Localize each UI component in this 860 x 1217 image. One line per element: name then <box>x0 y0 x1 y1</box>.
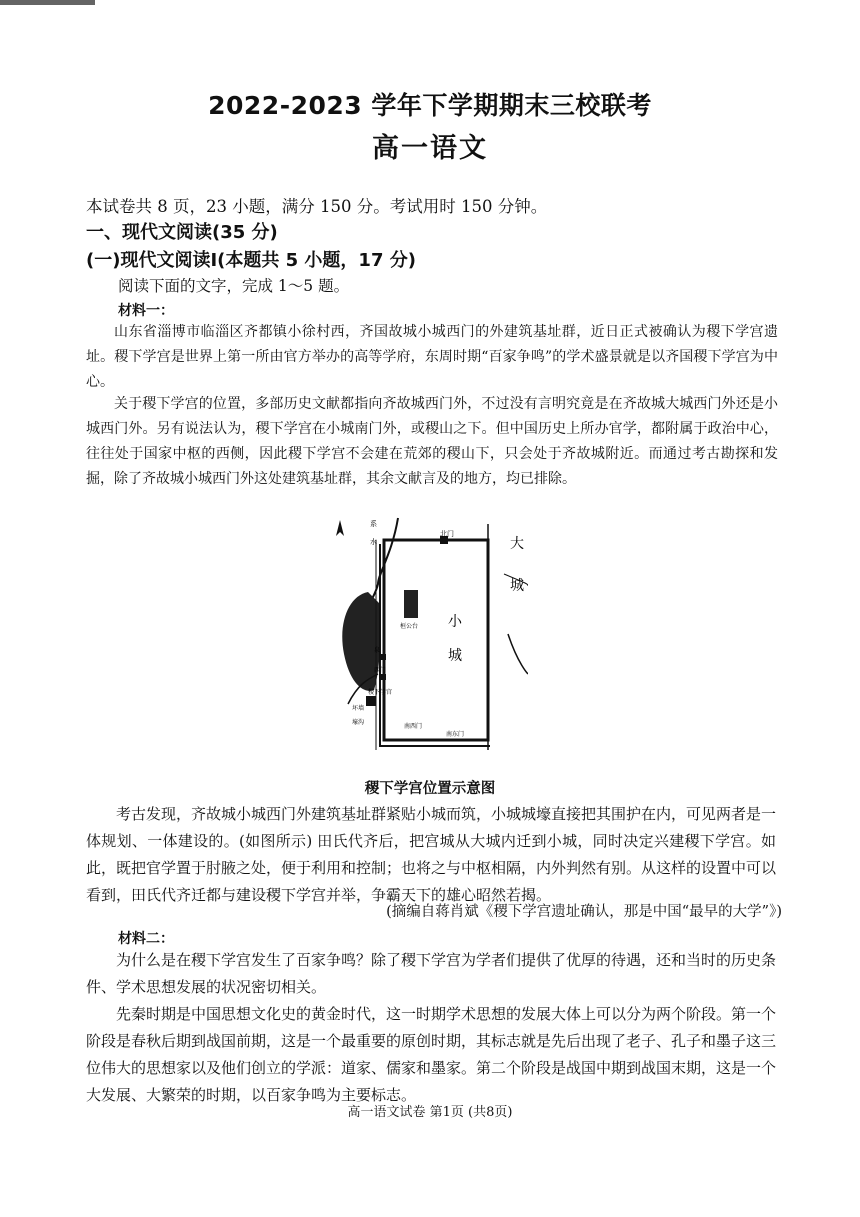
material1-label: 材料一： <box>118 303 174 319</box>
exam-title: 2022-2023 学年下学期期末三校联考 <box>208 91 652 120</box>
map-label-cheng: 城 <box>510 578 524 594</box>
material2-label: 材料二： <box>118 931 174 947</box>
map-caption: 稷下学宫位置示意图 <box>364 781 496 797</box>
north-arrow-icon <box>336 520 344 536</box>
small-city-wall <box>384 540 488 740</box>
section-heading: 一、现代文阅读(35 分) <box>86 222 278 243</box>
reading-instruction: 阅读下面的文字，完成 1～5 题。 <box>118 277 350 295</box>
page-footer: 高一语文试卷 第1页 (共8页) <box>347 1105 513 1120</box>
material1-paragraph-3: 考古发现，齐故城小城西门外建筑基址群紧贴小城而筑，小城城壕直接把其围护在内，可见两者是一体规划、一体建设的。(如图所示) 田氏代齐后，把宫城从大城内迁到小城，同时决定兴建稷下学宫。如此，既把官学置于肘腋之处，便于利用和控制；也将之与中枢相隔，内外判然有别。从这样的设置中可以看到，田氏代齐迁都与建设稷下学宫并举，争霸天下的雄心昭然若揭。 <box>86 805 777 904</box>
map-label-nandongmen: 南东门 <box>446 731 465 738</box>
map-label-ximen: 西门 <box>374 667 387 674</box>
material1-paragraph-1: 山东省淄博市临淄区齐都镇小徐村西，齐国故城小城西门的外建筑基址群，近日正式被确认为稷下学宫遗址。稷下学宫是世界上第一所由官方举办的高等学府，东周时期“百家争鸣”的学术盛景就是以齐国稷下学宫为中心。 <box>86 324 778 390</box>
map-label-haogou: 壕沟 <box>352 719 365 726</box>
map-label-jixia: 稷下学宫 <box>368 689 393 696</box>
material2-paragraph-1: 为什么是在稷下学宫发生了百家争鸣？除了稷下学宫为学者们提供了优厚的待遇，还和当时的历史条件、学术思想发展的状况密切相关。 <box>86 951 777 996</box>
map-label-cheng2: 城 <box>448 648 462 664</box>
scan-mark <box>0 0 95 5</box>
map-label-beimen: 北门 <box>440 530 454 538</box>
map-label-da: 大 <box>510 536 524 552</box>
map-label-xi: 系 <box>370 520 377 528</box>
material2-paragraph-2: 先秦时期是中国思想文化史的黄金时代，这一时期学术思想的发展大体上可以分为两个阶段。第一个阶段是春秋后期到战国前期，这是一个最重要的原创时期，其标志就是先后出现了老子、孔子和墨子这三位伟大的思想家以及他们创立的学派：道家、儒家和墨家。第二个阶段是战国中期到战国末期，这是一个大发展、大繁荣的时期，以百家争鸣为主要标志。 <box>86 1005 777 1104</box>
jixia-location-map <box>328 514 528 764</box>
map-label-nanximen: 南西门 <box>404 723 423 730</box>
huangong-tai-block <box>404 590 418 618</box>
subsection-heading: (一)现代文阅读Ⅰ(本题共 5 小题，17 分) <box>86 250 416 271</box>
map-label-huan: 桓公台 <box>400 623 419 630</box>
map-label-haozhuang: 坏墙 <box>352 705 365 712</box>
map-label-quan: 泉 <box>374 647 381 654</box>
material1-source: (摘编自蒋肖斌《稷下学宫遗址确认，那是中国“最早的大学”》) <box>386 904 782 920</box>
map-label-shui: 水 <box>370 538 377 546</box>
subject-title: 高一语文 <box>372 133 488 164</box>
exam-intro: 本试卷共 8 页，23 小题，满分 150 分。考试用时 150 分钟。 <box>86 197 548 216</box>
material1-paragraph-2: 关于稷下学宫的位置，多部历史文献都指向齐故城西门外，不过没有言明究竟是在齐故城大城西门外还是小城西门外。另有说法认为，稷下学宫在小城南门外，或稷山之下。但中国历史上所办官学，都附属于政治中心，往往处于国家中枢的西侧，因此稷下学宫不会建在荒郊的稷山下，只会处于齐故城附近。而通过考古勘探和发掘，除了齐故城小城西门外这处建筑基址群，其余文献言及的地方，均已排除。 <box>86 396 778 487</box>
outer-wall <box>380 544 490 746</box>
map-label-xiao: 小 <box>448 614 462 630</box>
